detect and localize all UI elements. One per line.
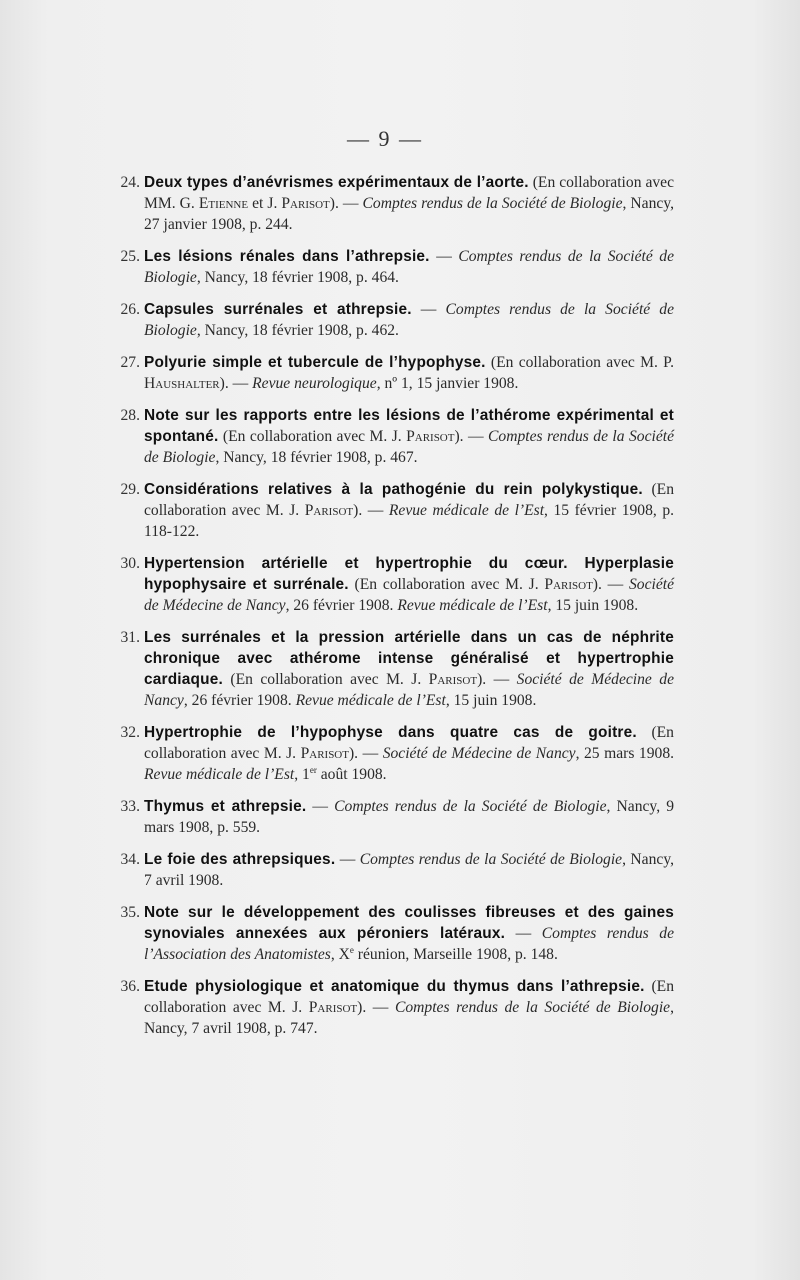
reference-item-25: 25. Les lésions rénales dans l’athrepsie. — Comptes rendus de la Société de Biologie, Nancy, 18 février 1908, p. 464.: [118, 246, 674, 288]
author-name: Parisot: [308, 999, 358, 1016]
reference-item-34: 34. Le foie des athrepsiques. — Comptes rendus de la Société de Biologie, Nancy, 7 avril 1908.: [118, 849, 674, 891]
journal-name: Revue médicale de l’Est: [397, 597, 548, 614]
author-name: Parisot: [406, 428, 455, 445]
reference-item-31: 31. Les surrénales et la pression artérielle dans un cas de néphrite chronique avec athérome intense généralisé et hypertrophie cardiaque. (En collaboration avec M. J. Parisot). — Société de Médecine de Nancy, 26 février 1908. Revue médicale de l’Est, 15 juin 1908.: [118, 627, 674, 711]
journal-name: Comptes rendus de la Société de Biologie: [144, 301, 675, 339]
journal-name: Société de Médecine de Nancy: [144, 576, 675, 614]
reference-number: 36.: [120, 978, 140, 995]
reference-item-32: 32. Hypertrophie de l’hypophyse dans quatre cas de goitre. (En collaboration avec M. J. Parisot). — Société de Médecine de Nancy, 25 mars 1908. Revue médicale de l’Est, 1er août 1908.: [118, 722, 674, 785]
reference-number: 27.: [120, 354, 140, 371]
reference-item-24: 24. Deux types d’anévrismes expérimentaux de l’aorte. (En collaboration avec MM. G. Etienne et J. Parisot). — Comptes rendus de la Société de Biologie, Nancy, 27 janvier 1908, p. 244.: [118, 172, 674, 235]
journal-name: Comptes rendus de la Société de Biologie: [359, 851, 623, 868]
reference-number: 24.: [120, 174, 140, 191]
author-name: Parisot: [300, 745, 349, 762]
reference-number: 25.: [120, 248, 140, 265]
reference-number: 34.: [120, 851, 140, 868]
author-name: Etienne: [198, 195, 249, 212]
reference-item-36: 36. Etude physiologique et anatomique du thymus dans l’athrepsie. (En collaboration avec M. J. Parisot). — Comptes rendus de la Société de Biologie, Nancy, 7 avril 1908, p. 747.: [118, 976, 674, 1039]
superscript: er: [309, 764, 317, 775]
reference-item-28: 28. Note sur les rapports entre les lésions de l’athérome expérimental et spontané. (En collaboration avec M. J. Parisot). — Comptes rendus de la Société de Biologie, Nancy, 18 février 1908, p. 467.: [118, 405, 674, 468]
reference-title: Thymus et athrepsie.: [144, 798, 307, 815]
journal-name: Comptes rendus de l’Association des Anatomistes: [144, 925, 675, 963]
journal-name: Revue médicale de l’Est: [144, 766, 295, 783]
reference-number: 30.: [120, 555, 140, 572]
reference-title: Note sur le développement des coulisses fibreuses et des gaines synoviales annexées aux péroniers latéraux.: [144, 904, 674, 942]
author-name: Parisot: [544, 576, 593, 593]
journal-name: Revue médicale de l’Est: [388, 502, 545, 519]
journal-name: Revue médicale de l’Est: [295, 692, 446, 709]
author-name: Parisot: [281, 195, 330, 212]
reference-item-33: 33. Thymus et athrepsie. — Comptes rendus de la Société de Biologie, Nancy, 9 mars 1908, p. 559.: [118, 796, 674, 838]
reference-title: Polyurie simple et tubercule de l’hypophyse.: [144, 354, 486, 371]
author-name: Parisot: [304, 502, 354, 519]
reference-title: Capsules surrénales et athrepsie.: [144, 301, 412, 318]
reference-title: Note sur les rapports entre les lésions de l’athérome expérimental et spontané.: [144, 407, 674, 445]
reference-number: 28.: [120, 407, 140, 424]
reference-number: 31.: [120, 629, 140, 646]
reference-number: 26.: [120, 301, 140, 318]
reference-item-29: 29. Considérations relatives à la pathogénie du rein polykystique. (En collaboration avec M. J. Parisot). — Revue médicale de l’Est, 15 février 1908, p. 118-122.: [118, 479, 674, 542]
journal-name: Société de Médecine de Nancy: [144, 671, 675, 709]
journal-name: Comptes rendus de la Société de Biologie: [394, 999, 671, 1016]
reference-item-27: 27. Polyurie simple et tubercule de l’hypophyse. (En collaboration avec M. P. Haushalter). — Revue neurologique, nº 1, 15 janvier 1908.: [118, 352, 674, 394]
journal-name: Comptes rendus de la Société de Biologie: [362, 195, 623, 212]
journal-name: Comptes rendus de la Société de Biologie: [334, 798, 607, 815]
reference-number: 32.: [120, 724, 140, 741]
reference-item-35: 35. Note sur le développement des coulisses fibreuses et des gaines synoviales annexées aux péroniers latéraux. — Comptes rendus de l’Association des Anatomistes, Xe réunion, Marseille 1908, p. 148.: [118, 902, 674, 965]
reference-title: Hypertrophie de l’hypophyse dans quatre cas de goitre.: [144, 724, 637, 741]
reference-title: Les lésions rénales dans l’athrepsie.: [144, 248, 430, 265]
superscript: e: [349, 944, 354, 955]
reference-title: Etude physiologique et anatomique du thymus dans l’athrepsie.: [144, 978, 645, 995]
author-name: Haushalter: [144, 375, 220, 392]
reference-title: Deux types d’anévrismes expérimentaux de l’aorte.: [144, 174, 529, 191]
journal-name: Comptes rendus de la Société de Biologie: [144, 248, 675, 286]
reference-title: Les surrénales et la pression artérielle dans un cas de néphrite chronique avec athérome intense généralisé et hypertrophie cardiaque.: [144, 629, 674, 688]
reference-item-30: 30. Hypertension artérielle et hypertrophie du cœur. Hyperplasie hypophysaire et surrénale. (En collaboration avec M. J. Parisot). — Société de Médecine de Nancy, 26 février 1908. Revue médicale de l’Est, 15 juin 1908.: [118, 553, 674, 616]
reference-title: Hypertension artérielle et hypertrophie du cœur. Hyperplasie hypophysaire et surrénale.: [144, 555, 674, 593]
reference-number: 35.: [120, 904, 140, 921]
author-name: Parisot: [428, 671, 478, 688]
reference-title: Considérations relatives à la pathogénie du rein polykystique.: [144, 481, 643, 498]
reference-number: 33.: [120, 798, 140, 815]
reference-item-26: 26. Capsules surrénales et athrepsie. — Comptes rendus de la Société de Biologie, Nancy, 18 février 1908, p. 462.: [118, 299, 674, 341]
journal-name: Société de Médecine de Nancy: [382, 745, 576, 762]
reference-list: [118, 172, 674, 1050]
journal-name: Comptes rendus de la Société de Biologie: [144, 428, 675, 466]
journal-name: Revue neurologique: [252, 375, 377, 392]
reference-title: Le foie des athrepsiques.: [144, 851, 336, 868]
page-number: — 9 —: [347, 126, 423, 151]
reference-number: 29.: [120, 481, 140, 498]
